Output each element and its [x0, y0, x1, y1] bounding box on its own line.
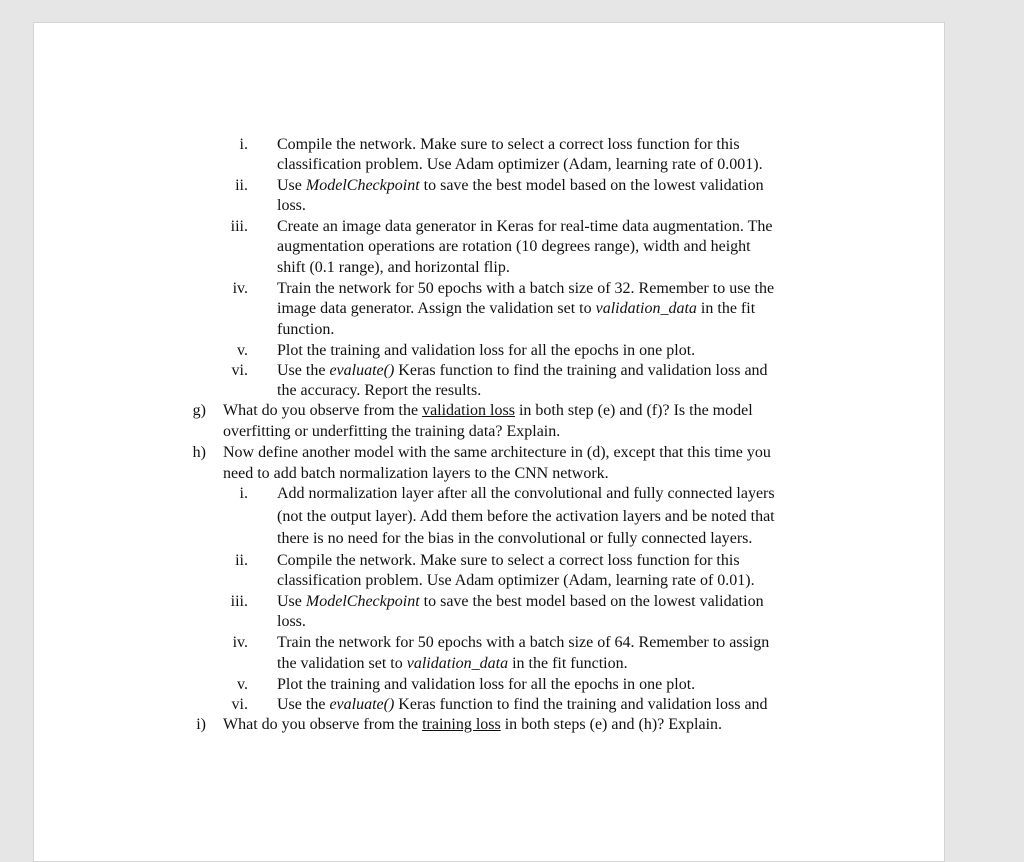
item-number: v.: [237, 676, 248, 693]
item-number: iv.: [232, 634, 248, 651]
item-text: Plot the training and validation loss for all the epochs in one plot.: [277, 676, 696, 693]
item-number: i.: [239, 485, 248, 502]
question-text: overfitting or underfitting the training data? Explain.: [223, 423, 561, 440]
question-letter: h): [192, 444, 206, 461]
document-page: [33, 22, 945, 862]
item-text: Train the network for 50 epochs with a batch size of 32. Remember to use the: [277, 280, 775, 297]
item-number: v.: [237, 342, 248, 359]
item-text: loss.: [277, 613, 306, 630]
item-number: iv.: [232, 280, 248, 297]
item-text: Compile the network. Make sure to select a correct loss function for this: [277, 552, 740, 569]
question-text: Now define another model with the same architecture in (d), except that this time you: [223, 444, 771, 461]
item-text: Use the evaluate() Keras function to find the training and validation loss and: [277, 696, 768, 713]
question-text: What do you observe from the validation loss in both step (e) and (f)? Is the model: [223, 402, 753, 419]
question-letter: g): [192, 402, 206, 419]
item-text: classification problem. Use Adam optimizer (Adam, learning rate of 0.01).: [277, 572, 755, 589]
item-number: iii.: [230, 593, 248, 610]
item-text: classification problem. Use Adam optimizer (Adam, learning rate of 0.001).: [277, 156, 763, 173]
item-text: image data generator. Assign the validation set to validation_data in the fit: [277, 300, 756, 317]
item-text: loss.: [277, 197, 306, 214]
item-number: ii.: [235, 552, 248, 569]
item-text: augmentation operations are rotation (10 degrees range), width and height: [277, 238, 751, 255]
item-number: i.: [239, 136, 248, 153]
item-text: Plot the training and validation loss for all the epochs in one plot.: [277, 342, 696, 359]
item-text: Add normalization layer after all the convolutional and fully connected layers: [277, 485, 775, 502]
question-text: What do you observe from the training loss in both steps (e) and (h)? Explain.: [223, 716, 723, 733]
item-text: shift (0.1 range), and horizontal flip.: [277, 259, 510, 276]
item-text: (not the output layer). Add them before the activation layers and be noted that: [277, 508, 775, 525]
item-text: Use ModelCheckpoint to save the best model based on the lowest validation: [277, 593, 764, 610]
item-number: ii.: [235, 177, 248, 194]
item-text: Create an image data generator in Keras for real-time data augmentation. The: [277, 218, 773, 235]
item-text: there is no need for the bias in the convolutional or fully connected layers.: [277, 530, 753, 547]
item-text: Use the evaluate() Keras function to find the training and validation loss and: [277, 362, 768, 379]
question-text: need to add batch normalization layers to the CNN network.: [223, 465, 609, 482]
item-text: the accuracy. Report the results.: [277, 382, 482, 399]
item-text: the validation set to validation_data in the fit function.: [277, 655, 628, 672]
item-number: vi.: [231, 362, 248, 379]
item-text: Train the network for 50 epochs with a batch size of 64. Remember to assign: [277, 634, 770, 651]
item-number: vi.: [231, 696, 248, 713]
item-text: Compile the network. Make sure to select a correct loss function for this: [277, 136, 740, 153]
item-text: Use ModelCheckpoint to save the best model based on the lowest validation: [277, 177, 764, 194]
item-number: iii.: [230, 218, 248, 235]
item-text: function.: [277, 321, 335, 338]
question-letter: i): [196, 716, 206, 733]
